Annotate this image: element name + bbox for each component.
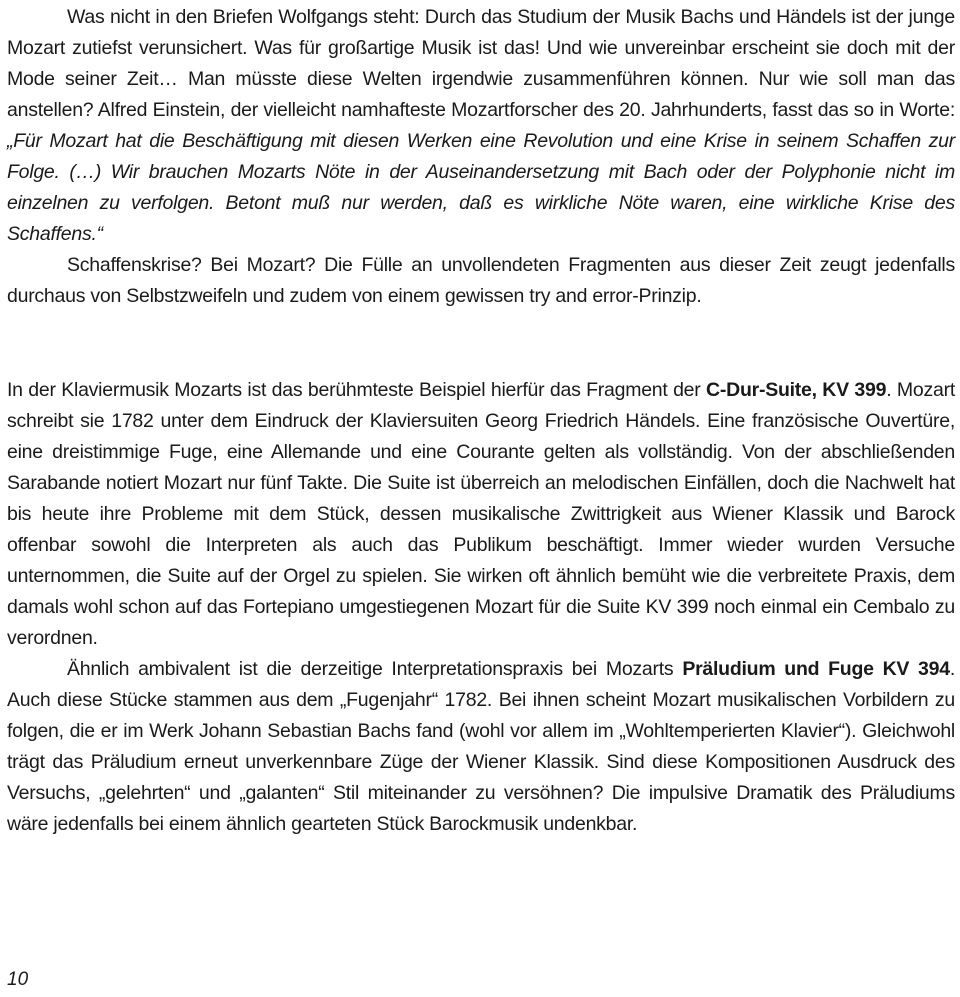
- page-number: 10: [7, 969, 29, 990]
- einstein-quotation: „Für Mozart hat die Beschäftigung mit diesen Werken eine Revolution und eine Krise in seinem Schaffen zur Folge. (…) Wir brauchen Mozarts Nöte in der Auseinandersetzung mit Bach oder der Polyphonie nicht im einzelnen zu verfolgen. Betont muß nur werden, daß es wirkliche Nöte waren, eine wirkliche Krise des Schaffens.“: [7, 130, 955, 245]
- paragraph-praeludium-kv394: [7, 654, 955, 840]
- text-section-einstein: [7, 2, 955, 312]
- paragraph-intro: Ähnlich ambivalent ist die derzeitige Interpretationspraxis bei Mozarts: [67, 658, 683, 680]
- paragraph-intro: In der Klaviermusik Mozarts ist das berühmteste Beispiel hierfür das Fragment der: [7, 379, 707, 401]
- work-title-suite: C-Dur-Suite, KV 399: [706, 379, 887, 401]
- paragraph-suite-kv399: [7, 375, 955, 654]
- paragraph-rest: . Mozart schreibt sie 1782 unter dem Eindruck der Klaviersuiten Georg Friedrich Händels. Eine französische Ouvertüre, eine dreistimmige Fuge, eine Allemande und eine Courante gelten als vollständig. Von der abschließenden Sarabande notiert Mozart nur fünf Takte. Die Suite ist überreich an melodischen Einfällen, doch die Nachwelt hat bis heute ihre Probleme mit dem Stück, dessen musikalische Zwittrigkeit aus Wiener Klassik und Barock offenbar sowohl die Interpreten als auch das Publikum beschäftigt. Immer wieder wurden Versuche unternommen, die Suite auf der Orgel zu spielen. Sie wirken oft ähnlich bemüht wie die verbreitete Praxis, dem damals wohl schon auf das Fortepiano umgestiegenen Mozart für die Suite KV 399 noch einmal ein Cembalo zu verordnen.: [7, 379, 956, 649]
- paragraph-rest: . Auch diese Stücke stammen aus dem „Fugenjahr“ 1782. Bei ihnen scheint Mozart musikalischen Vorbildern zu folgen, die er im Werk Johann Sebastian Bachs fand (wohl vor allem im „Wohltemperierten Klavier“). Gleichwohl trägt das Präludium erneut unverkennbare Züge der Wiener Klassik. Sind diese Kompositionen Ausdruck des Versuchs, „gelehrten“ und „galanten“ Stil miteinander zu versöhnen? Die impulsive Dramatik des Präludiums wäre jedenfalls bei einem ähnlich gearteten Stück Barockmusik undenkbar.: [7, 658, 955, 835]
- text-section-klaviermusik: [7, 375, 955, 840]
- work-title-praeludium: Präludium und Fuge KV 394: [682, 658, 950, 680]
- paragraph-text: Was nicht in den Briefen Wolfgangs steht: Durch das Studium der Musik Bachs und Händels ist der junge Mozart zutiefst verunsichert. Was für großartige Musik ist das! Und wie unvereinbar erscheint sie doch mit der Mode seiner Zeit… Man müsste diese Welten irgendwie zusammenführen können. Nur wie soll man das anstellen? Alfred Einstein, der vielleicht namhafteste Mozartforscher des 20. Jahrhunderts, fasst das so in Worte:: [7, 6, 955, 121]
- paragraph-einstein-quote: [7, 2, 955, 250]
- paragraph-schaffenskrise: Schaffenskrise? Bei Mozart? Die Fülle an unvollendeten Fragmenten aus dieser Zeit zeugt jedenfalls durchaus von Selbstzweifeln und zudem von einem gewissen try and error-Prinzip.: [7, 254, 955, 307]
